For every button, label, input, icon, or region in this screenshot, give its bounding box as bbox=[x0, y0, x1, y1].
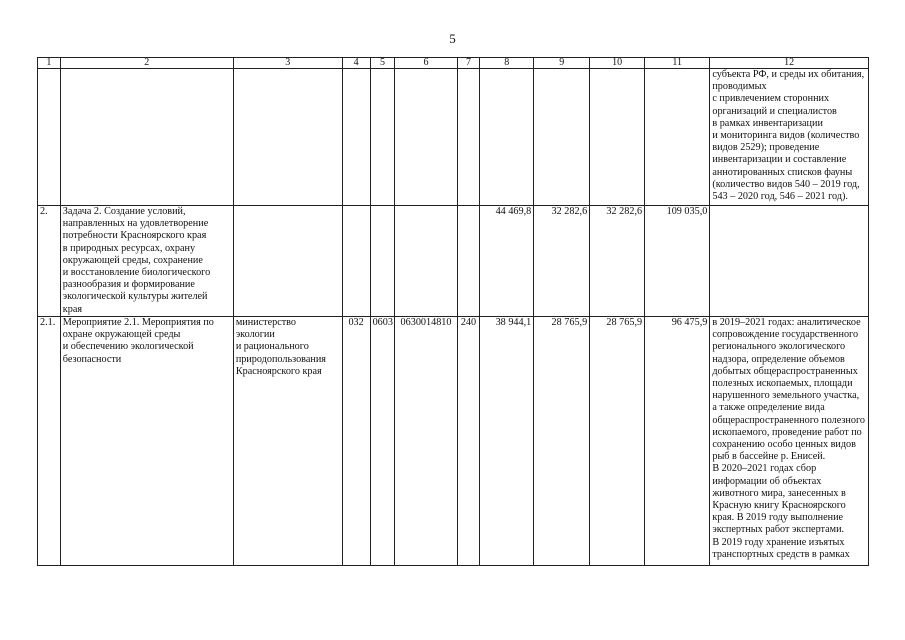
amount-cell: 32 282,6 bbox=[590, 206, 645, 317]
column-header: 10 bbox=[590, 58, 645, 69]
column-header: 2 bbox=[60, 58, 233, 69]
total-amount-cell bbox=[645, 69, 710, 206]
result-description-cell: в 2019–2021 годах: аналитическое сопровождение государственного регионального экологического надзора, определение объемов добытых общераспространенных полезных ископаемых, площади нарушенного земельного участка, а также определение вида общераспространенного полезного ископаемого, проведение работ по сохранению особо ценных видов рыб в бассейне р. Енисей. В 2020–2021 годах сбор информации об объектах животного мира, занесенных в Красную книгу Красноярского края. В 2019 году выполнение экспертных работ экспертами. В 2019 году хранение изъятых транспортных средств в рамках bbox=[710, 317, 869, 566]
expense-type-cell bbox=[457, 206, 480, 317]
task-name-cell bbox=[60, 69, 233, 206]
task-name-cell: Задача 2. Создание условий, направленных на удовлетворение потребности Красноярского края в природных ресурсах, охрану окружающей среды, сохранение и восстановление биологического разнообразия и формирование экологической культуры жителей края bbox=[60, 206, 233, 317]
grbs-code-cell bbox=[342, 69, 370, 206]
amount-cell: 28 765,9 bbox=[534, 317, 590, 566]
total-amount-cell: 109 035,0 bbox=[645, 206, 710, 317]
total-amount-cell: 96 475,9 bbox=[645, 317, 710, 566]
target-article-cell: 0630014810 bbox=[395, 317, 457, 566]
table-row bbox=[38, 69, 869, 206]
task-name-cell: Мероприятие 2.1. Мероприятия по охране окружающей среды и обеспечению экологической безопасности bbox=[60, 317, 233, 566]
executor-cell bbox=[233, 69, 342, 206]
section-code-cell bbox=[370, 69, 395, 206]
expense-type-cell bbox=[457, 69, 480, 206]
grbs-code-cell: 032 bbox=[342, 317, 370, 566]
grbs-code-cell bbox=[342, 206, 370, 317]
page-number: 5 bbox=[449, 31, 456, 46]
column-header: 11 bbox=[645, 58, 710, 69]
table-row bbox=[38, 317, 869, 566]
row-number-cell: 2.1. bbox=[38, 317, 61, 566]
column-header: 12 bbox=[710, 58, 869, 69]
row-number-cell bbox=[38, 69, 61, 206]
result-description-cell bbox=[710, 206, 869, 317]
column-header: 4 bbox=[342, 58, 370, 69]
section-code-cell: 0603 bbox=[370, 317, 395, 566]
executor-cell: министерство экологии и рационального природопользования Красноярского края bbox=[233, 317, 342, 566]
column-header: 1 bbox=[38, 58, 61, 69]
table-row bbox=[38, 206, 869, 317]
amount-cell: 28 765,9 bbox=[590, 317, 645, 566]
column-header: 3 bbox=[233, 58, 342, 69]
executor-cell bbox=[233, 206, 342, 317]
amount-cell: 32 282,6 bbox=[534, 206, 590, 317]
column-header: 6 bbox=[395, 58, 457, 69]
column-header: 7 bbox=[457, 58, 480, 69]
result-description-cell: субъекта РФ, и среды их обитания, проводимых с привлечением сторонних организаций и специалистов в рамках инвентаризации и мониторинга видов (количество видов 2529); проведение инвентаризации и составление аннотированных списков фауны (количество видов 540 – 2019 год, 543 – 2020 год, 546 – 2021 год). bbox=[710, 69, 869, 206]
target-article-cell bbox=[395, 69, 457, 206]
column-header: 8 bbox=[480, 58, 534, 69]
target-article-cell bbox=[395, 206, 457, 317]
amount-cell: 44 469,8 bbox=[480, 206, 534, 317]
amount-cell bbox=[480, 69, 534, 206]
amount-cell: 38 944,1 bbox=[480, 317, 534, 566]
program-table bbox=[37, 57, 869, 566]
expense-type-cell: 240 bbox=[457, 317, 480, 566]
row-number-cell: 2. bbox=[38, 206, 61, 317]
amount-cell bbox=[534, 69, 590, 206]
column-header: 9 bbox=[534, 58, 590, 69]
section-code-cell bbox=[370, 206, 395, 317]
amount-cell bbox=[590, 69, 645, 206]
column-header: 5 bbox=[370, 58, 395, 69]
column-number-row bbox=[38, 58, 869, 69]
